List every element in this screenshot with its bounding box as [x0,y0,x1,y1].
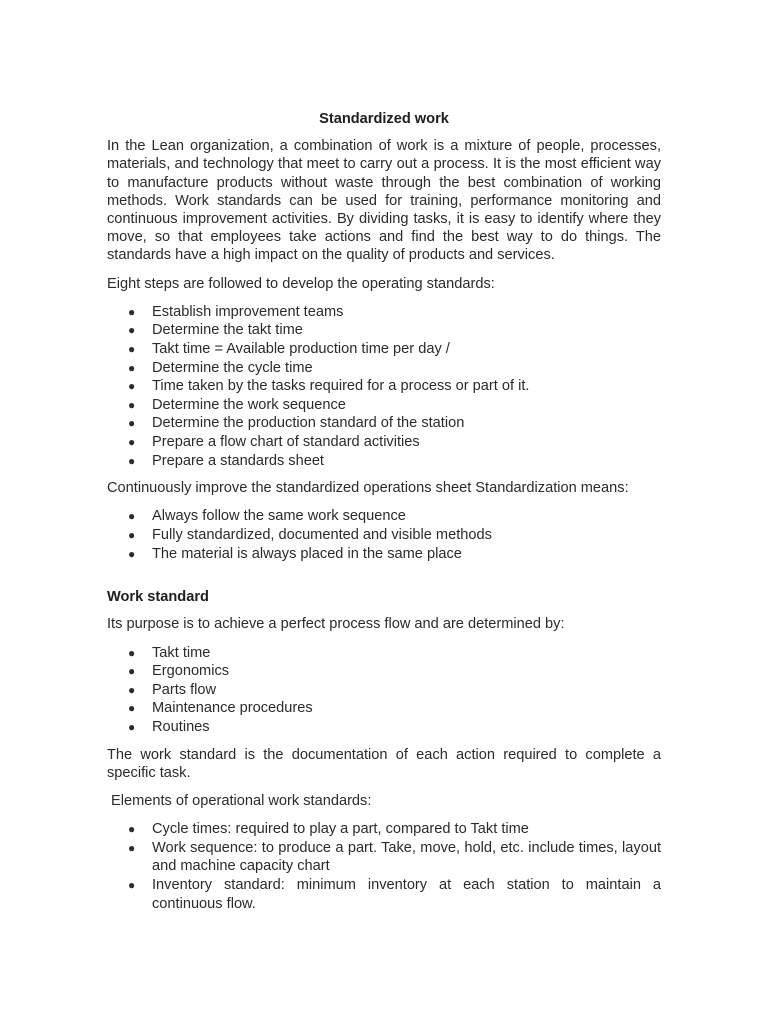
work-standard-heading: Work standard [107,589,209,606]
list-item [107,699,661,718]
list-item [107,433,661,452]
list-item [107,340,661,359]
list-item-text: Ergonomics [152,663,230,680]
bullet-icon: ● [128,379,136,394]
intro-paragraph: In the Lean organization, a combination of work is a mixture of people, processes, materials, and technology that meet to carry out a process. It is the most efficient way to manufacture products without waste through the best combination of working methods. Work standards can be used for training, performance monitoring and continuous improvement activities. By dividing tasks, it is easy to identify where they move, so that employees take actions and find the best way to do things. The standards have a high impact on the quality of products and services. [107,138,661,264]
bullet-icon: ● [128,877,136,892]
list-item-text: Routines [152,718,210,735]
list-item [107,321,661,340]
bullet-icon: ● [128,397,136,412]
list-item-text: Parts flow [152,681,217,698]
list-item-text: Cycle times: required to play a part, compared to Takt time [152,821,529,838]
list-item [107,507,661,526]
list-item-text: The material is always placed in the same place [152,545,462,562]
bullet-icon: ● [128,546,136,561]
bullet-icon: ● [128,509,136,524]
bullet-icon: ● [128,323,136,338]
bullet-icon: ● [128,416,136,431]
bullet-icon: ● [128,645,136,660]
list-item-text: Fully standardized, documented and visible methods [152,526,492,543]
list-item [107,359,661,378]
list-item-text: Always follow the same work sequence [152,508,406,525]
list-item [107,662,661,681]
list-item [107,839,661,876]
list-item-text: Prepare a standards sheet [152,452,324,469]
bullet-icon: ● [128,434,136,449]
list-item [107,526,661,545]
bullet-icon: ● [128,453,136,468]
bullet-icon: ● [128,840,136,855]
bullet-icon: ● [128,664,136,679]
bullet-icon: ● [128,701,136,716]
list-item-text: Prepare a flow chart of standard activities [152,433,420,450]
bullet-icon: ● [128,360,136,375]
bullet-icon: ● [128,682,136,697]
steps-list [107,303,661,470]
list-item [107,414,661,433]
bullet-icon: ● [128,822,136,837]
document-title: Standardized work [319,111,449,127]
list-item-text: Determine the work sequence [152,396,346,413]
list-item [107,396,661,415]
list-item [107,545,661,564]
elements-lead: Elements of operational work standards: [111,792,372,809]
list-item [107,377,661,396]
list-item-text: Inventory standard: minimum inventory at each station to maintain a continuous flow. [152,876,661,912]
bullet-icon: ● [128,719,136,734]
list-item [107,718,661,737]
list-item [107,876,661,913]
determined-by-list [107,644,661,737]
list-item [107,303,661,322]
list-item [107,820,661,839]
list-item-text: Maintenance procedures [152,700,313,717]
bullet-icon: ● [128,527,136,542]
bullet-icon: ● [128,342,136,357]
improve-lead: Continuously improve the standardized operations sheet Standardization means: [107,480,629,497]
list-item-text: Takt time = Available production time per day / [152,341,450,358]
bullet-icon: ● [128,304,136,319]
means-list [107,507,661,563]
list-item-text: Work sequence: to produce a part. Take, move, hold, etc. include times, layout and machine capacity chart [152,839,661,875]
list-item [107,644,661,663]
list-item-text: Determine the takt time [152,322,303,339]
document-page [107,110,661,922]
elements-list [107,820,661,913]
list-item-text: Establish improvement teams [152,303,344,320]
purpose-lead: Its purpose is to achieve a perfect process flow and are determined by: [107,616,565,633]
list-item [107,681,661,700]
list-item-text: Time taken by the tasks required for a process or part of it. [152,378,530,395]
list-item-text: Determine the cycle time [152,359,313,376]
list-item-text: Takt time [152,644,211,661]
work-standard-definition: The work standard is the documentation of each action required to complete a specific task. [107,746,661,781]
steps-lead: Eight steps are followed to develop the operating standards: [107,275,495,292]
list-item [107,452,661,471]
section-spacer [107,572,661,588]
list-item-text: Determine the production standard of the station [152,415,465,432]
